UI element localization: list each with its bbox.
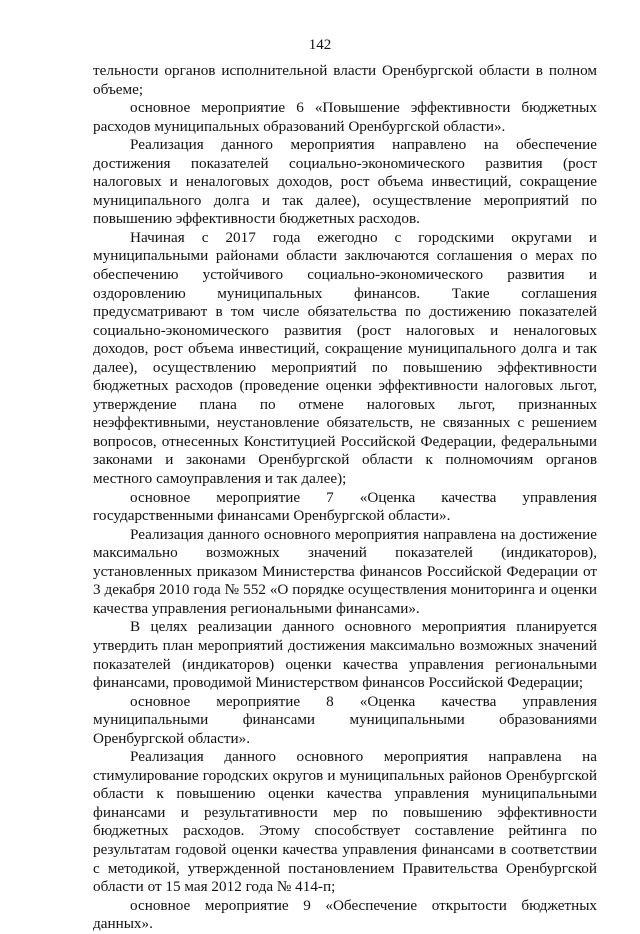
paragraph: Реализация данного мероприятия направлено на обеспечение достижения показателей социально-экономического развития (рост налоговых и неналоговых доходов, рост объема инвестиций, сокращение муниципального долга и так далее), осуществление мероприятий по повышению эффективности бюджетных расходов. [93,136,597,228]
paragraph-activity-6: основное мероприятие 6 «Повышение эффективности бюджетных расходов муниципальных образований Оренбургской области». [93,99,597,135]
paragraph-continuation: тельности органов исполнительной власти Оренбургской области в полном объеме; [93,62,597,98]
document-body [93,62,597,934]
paragraph-activity-8: основное мероприятие 8 «Оценка качества управления муниципальными финансами муниципальными образованиями Оренбургской области». [93,692,597,747]
paragraph-activity-9: основное мероприятие 9 «Обеспечение открытости бюджетных данных». [93,896,597,933]
paragraph: В целях реализации данного основного мероприятия планируется утвердить план мероприятий достижения максимально возможных значений показателей (индикаторов) оценки качества управления региональными финансами, проводимой Министерством финансов Российской Федерации; [93,618,597,692]
page-number: 142 [308,37,332,53]
paragraph-activity-7: основное мероприятие 7 «Оценка качества управления государственными финансами Оренбургской области». [93,488,597,525]
paragraph: Реализация данного основного мероприятия направлена на достижение максимально возможных значений показателей (индикаторов), установленных приказом Министерства финансов Российской Федерации от 3 декабря 2010 года № 552 «О порядке осуществления мониторинга и оценки качества управления региональными финансами». [93,525,597,617]
paragraph: Реализация данного основного мероприятия направлена на стимулирование городских округов и муниципальных районов Оренбургской области к повышению оценки качества управления муниципальными финансами и результативности мер по повышению эффективности бюджетных расходов. Этому способствует составление рейтинга по результатам годовой оценки качества управления финансами в соответствии с методикой, утвержденной постановлением Правительства Оренбургской области от 15 мая 2012 года № 414-п; [93,748,597,896]
paragraph: Начиная с 2017 года ежегодно с городскими округами и муниципальными районами области заключаются соглашения о мерах по обеспечению устойчивого социально-экономического развития и оздоровлению муниципальных финансов. Такие соглашения предусматривают в том числе обязательства по достижению показателей социально-экономического развития (рост налоговых и неналоговых доходов, рост объема инвестиций, сокращение муниципального долга и так далее), осуществлению мероприятий по повышению эффективности бюджетных расходов (проведение оценки эффективности налоговых льгот, утверждение плана по отмене налоговых льгот, признанных неэффективными, неустановление обязательств, не связанных с решением вопросов, отнесенных Конституцией Российской Федерации, федеральными законами и законами Оренбургской области к полномочиям органов местного самоуправления и так далее); [93,228,597,488]
